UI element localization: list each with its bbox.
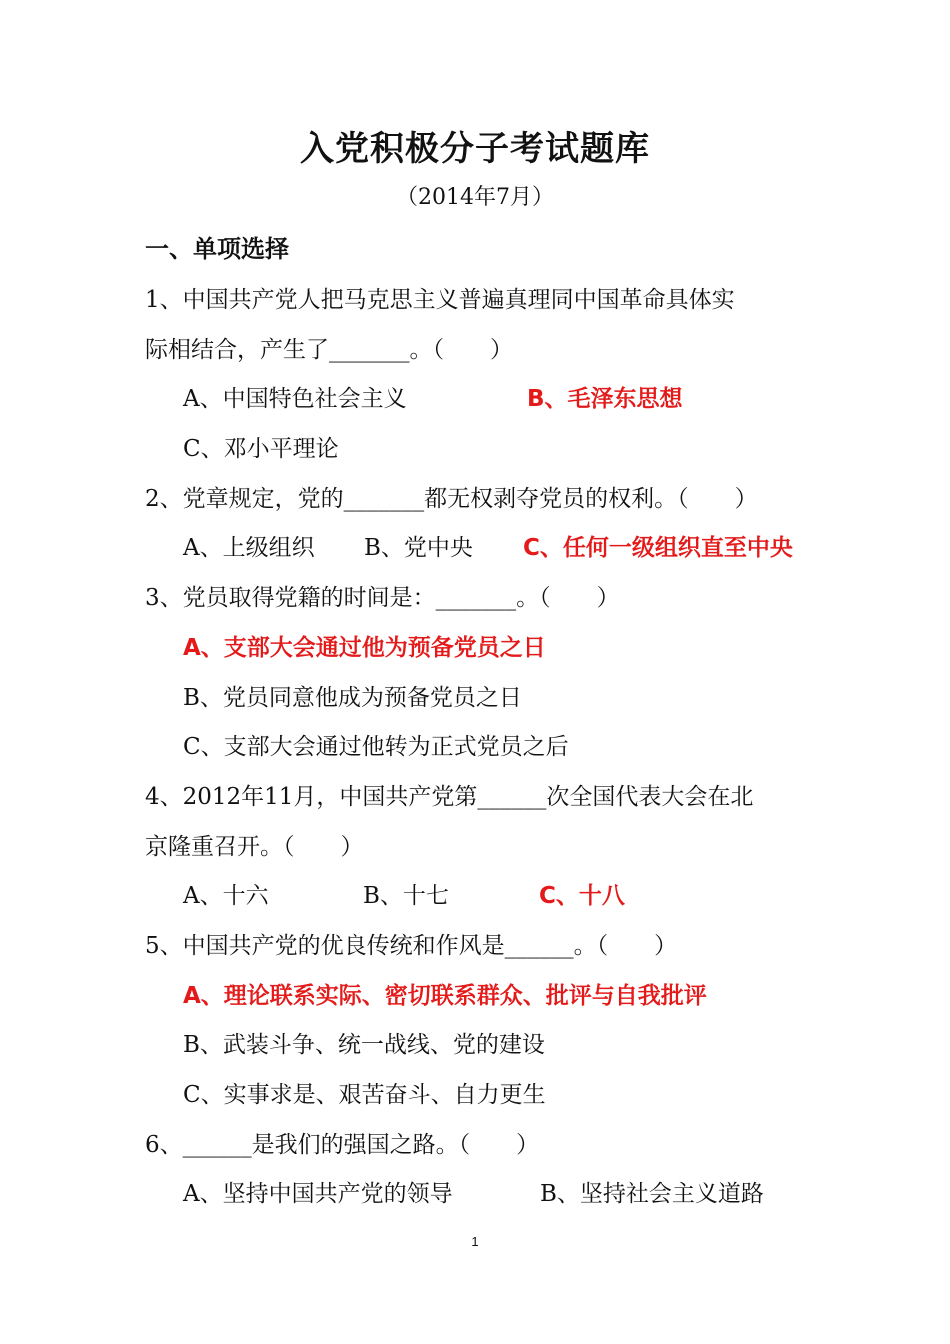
question-3-option-a-answer: A、支部大会通过他为预备党员之日 bbox=[183, 635, 546, 661]
question-3-option-c: C、支部大会通过他转为正式党员之后 bbox=[183, 734, 569, 760]
question-1-option-b-answer: B、毛泽东思想 bbox=[527, 386, 683, 412]
question-5-option-c: C、实事求是、艰苦奋斗、自力更生 bbox=[183, 1082, 546, 1108]
question-2-option-b: B、党中央 bbox=[364, 535, 473, 561]
question-5-option-b: B、武装斗争、统一战线、党的建设 bbox=[183, 1032, 545, 1058]
question-6-option-b: B、坚持社会主义道路 bbox=[540, 1181, 764, 1207]
question-2-option-a: A、上级组织 bbox=[183, 535, 315, 561]
question-4-option-a: A、十六 bbox=[183, 883, 269, 909]
question-5-option-a-answer: A、理论联系实际、密切联系群众、批评与自我批评 bbox=[183, 983, 707, 1009]
question-1-option-c: C、邓小平理论 bbox=[183, 436, 339, 462]
question-4-option-c-answer: C、十八 bbox=[539, 883, 625, 909]
section-heading: 一、单项选择 bbox=[145, 235, 289, 263]
question-4-text: 4、2012年11月，中国共产党第______次全国代表大会在北 bbox=[145, 784, 754, 810]
page-number: 1 bbox=[471, 1234, 479, 1249]
question-5-text: 5、中国共产党的优良传统和作风是______。（ ） bbox=[145, 933, 678, 959]
question-1-text-cont: 际相结合，产生了_______。（ ） bbox=[145, 337, 513, 363]
document-date: （2014年7月） bbox=[396, 185, 554, 210]
question-6-option-a: A、坚持中国共产党的领导 bbox=[183, 1181, 453, 1207]
question-3-text: 3、党员取得党籍的时间是：_______。（ ） bbox=[145, 585, 620, 611]
question-1-text: 1、中国共产党人把马克思主义普遍真理同中国革命具体实 bbox=[145, 287, 735, 313]
document-title: 入党积极分子考试题库 bbox=[300, 129, 650, 169]
question-1-option-a: A、中国特色社会主义 bbox=[183, 386, 407, 412]
question-2-text: 2、党章规定，党的_______都无权剥夺党员的权利。（ ） bbox=[145, 486, 758, 512]
question-3-option-b: B、党员同意他成为预备党员之日 bbox=[183, 685, 522, 711]
question-2-option-c-answer: C、任何一级组织直至中央 bbox=[523, 535, 793, 561]
question-4-text-cont: 京隆重召开。（ ） bbox=[145, 834, 364, 860]
question-4-option-b: B、十七 bbox=[363, 883, 449, 909]
question-6-text: 6、______是我们的强国之路。（ ） bbox=[145, 1132, 540, 1158]
